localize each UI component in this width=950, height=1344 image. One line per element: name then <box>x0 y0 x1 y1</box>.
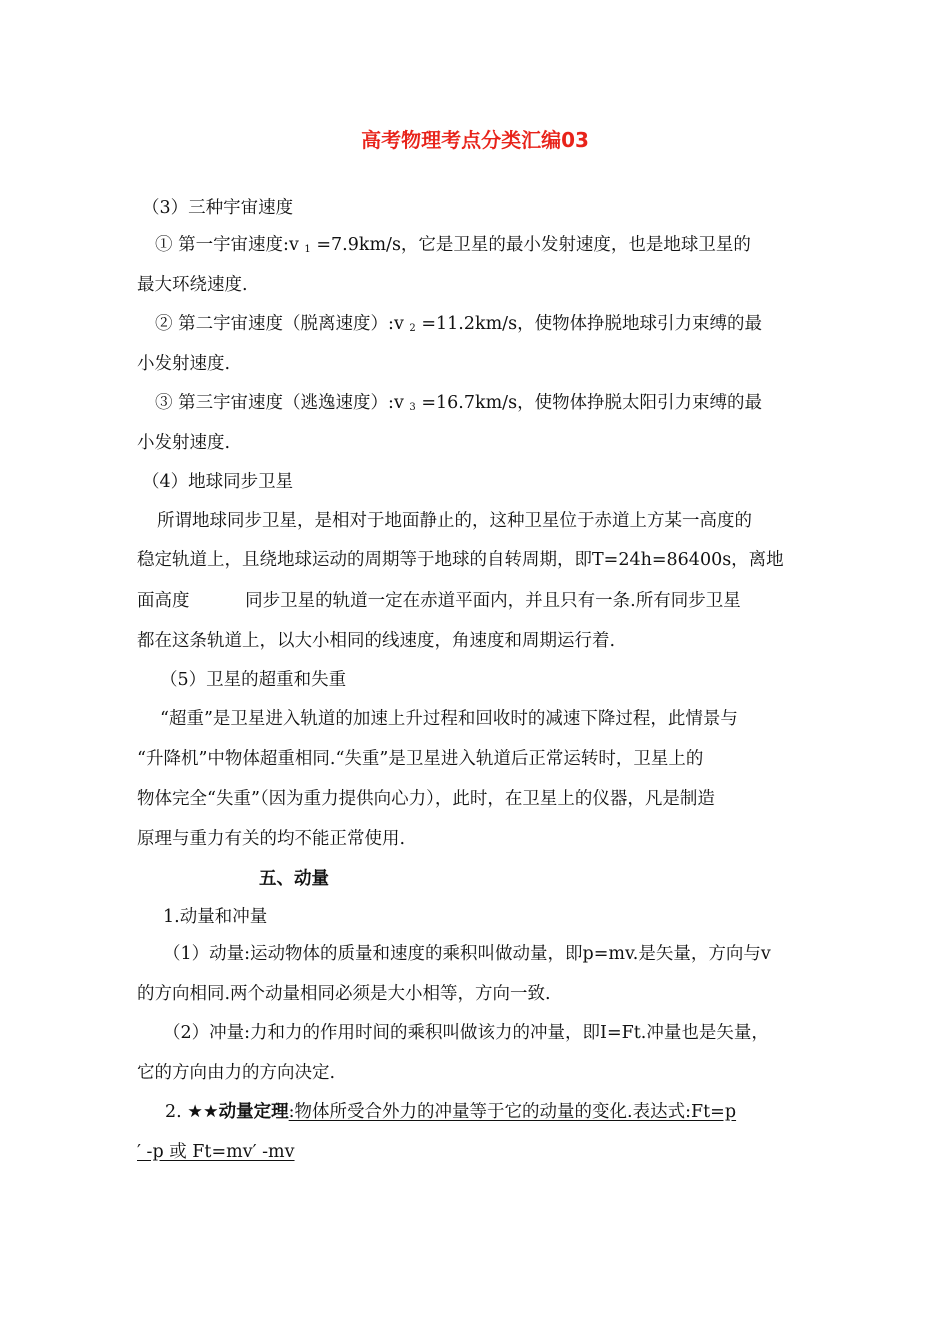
paragraph-line <box>155 234 751 261</box>
heading-overweight-weightless: （5）卫星的超重和失重 <box>160 670 347 690</box>
subscript: 3 <box>409 402 416 413</box>
paragraph-line: 物体完全“失重”（因为重力提供向心力），此时，在卫星上的仪器，凡是制造 <box>137 789 715 809</box>
paragraph-line: （2）冲量:力和力的作用时间的乘积叫做该力的冲量，即I=Ft.冲量也是矢量， <box>163 1023 769 1043</box>
theorem-name: ★★动量定理 <box>187 1102 289 1122</box>
paragraph-line: “升降机”中物体超重相同.“失重”是卫星进入轨道后正常运转时，卫星上的 <box>137 749 704 769</box>
paragraph-line: （1）动量:运动物体的质量和速度的乘积叫做动量，即p=mv.是矢量，方向与v <box>163 944 771 964</box>
paragraph-line: “超重”是卫星进入轨道的加速上升过程和回收时的减速下降过程，此情景与 <box>160 709 738 729</box>
subscript: 1 <box>304 244 311 255</box>
paragraph-line: 小发射速度. <box>137 354 231 374</box>
paragraph-line <box>155 313 762 340</box>
paragraph-line: 稳定轨道上，且绕地球运动的周期等于地球的自转周期，即T=24h=86400s，离地 <box>137 550 784 570</box>
paragraph-line: 的方向相同.两个动量相同必须是大小相等，方向一致. <box>137 984 551 1004</box>
paragraph-line: 面高度 同步卫星的轨道一定在赤道平面内，并且只有一条.所有同步卫星 <box>137 591 741 611</box>
paragraph-line: 原理与重力有关的均不能正常使用. <box>137 829 406 849</box>
text-span: =7.9km/s，它是卫星的最小发射速度，也是地球卫星的 <box>310 235 751 255</box>
heading-geosync-satellite: （4）地球同步卫星 <box>142 472 294 492</box>
section-heading-momentum: 五、动量 <box>259 869 329 889</box>
item-number: 2. <box>165 1102 188 1122</box>
theorem-statement: :物体所受合外力的冲量等于它的动量的变化.表达式:Ft=p <box>288 1102 737 1122</box>
paragraph-line: 小发射速度. <box>137 433 231 453</box>
text-span: ③ 第三宇宙速度（逃逸速度）:v <box>155 393 410 413</box>
document-title: 高考物理考点分类汇编03 <box>361 128 589 152</box>
paragraph-line: 它的方向由力的方向决定. <box>137 1063 336 1083</box>
paragraph-line: 都在这条轨道上，以大小相同的线速度，角速度和周期运行着. <box>137 631 616 651</box>
paragraph-line: 所谓地球同步卫星，是相对于地面静止的，这种卫星位于赤道上方某一高度的 <box>157 511 752 531</box>
subheading-momentum-impulse: 1.动量和冲量 <box>163 907 268 927</box>
text-span: ① 第一宇宙速度:v <box>155 235 305 255</box>
text-span: =11.2km/s，使物体挣脱地球引力束缚的最 <box>415 314 763 334</box>
paragraph-line: 最大环绕速度. <box>137 275 248 295</box>
text-span: =16.7km/s，使物体挣脱太阳引力束缚的最 <box>415 393 763 413</box>
theorem-line <box>165 1101 736 1123</box>
theorem-formula: ′ -p 或 Ft=mv′ -mv <box>137 1142 295 1162</box>
heading-cosmic-velocities: （3）三种宇宙速度 <box>142 198 294 218</box>
subscript: 2 <box>409 323 416 334</box>
text-span: ② 第二宇宙速度（脱离速度）:v <box>155 314 410 334</box>
paragraph-line <box>155 392 762 419</box>
